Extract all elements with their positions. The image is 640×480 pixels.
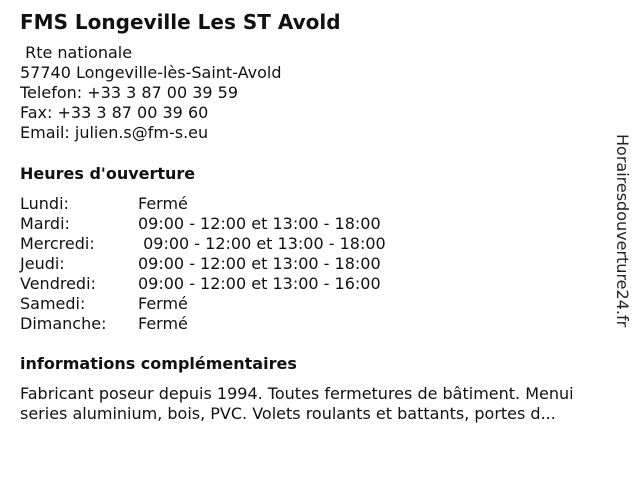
day-hours: 09:00 - 12:00 et 13:00 - 18:00 xyxy=(138,254,381,273)
day-label: Samedi: xyxy=(20,294,86,313)
hours-row-mercredi xyxy=(20,234,386,254)
day-hours: 09:00 - 12:00 et 13:00 - 16:00 xyxy=(138,274,381,293)
day-label: Mardi: xyxy=(20,214,70,233)
site-watermark: Horairesdouverture24.fr xyxy=(613,134,632,328)
hours-row-jeudi xyxy=(20,254,386,274)
day-label: Dimanche: xyxy=(20,314,107,333)
hours-row-vendredi xyxy=(20,274,386,294)
info-line-1: Fabricant poseur depuis 1994. Toutes fermetures de bâtiment. Menui xyxy=(20,384,574,403)
info-line-2: series aluminium, bois, PVC. Volets roulants et battants, portes d... xyxy=(20,404,556,423)
fax-number: Fax: +33 3 87 00 39 60 xyxy=(20,103,209,122)
info-heading: informations complémentaires xyxy=(20,354,297,373)
email-address[interactable]: Email: julien.s@fm-s.eu xyxy=(20,123,209,142)
hours-row-mardi xyxy=(20,214,386,234)
day-hours: Fermé xyxy=(138,314,188,333)
day-label: Jeudi: xyxy=(20,254,65,273)
opening-hours-table xyxy=(20,194,386,334)
address-city: 57740 Longeville-lès-Saint-Avold xyxy=(20,63,282,82)
address-street: Rte nationale xyxy=(20,43,133,62)
hours-row-dimanche xyxy=(20,314,386,334)
day-label: Lundi: xyxy=(20,194,69,213)
business-name: FMS Longeville Les ST Avold xyxy=(20,10,341,34)
day-label: Vendredi: xyxy=(20,274,96,293)
hours-row-lundi xyxy=(20,194,386,214)
hours-row-samedi xyxy=(20,294,386,314)
phone-number[interactable]: Telefon: +33 3 87 00 39 59 xyxy=(20,83,239,102)
info-description xyxy=(20,384,624,424)
day-label: Mercredi: xyxy=(20,234,95,253)
hours-heading: Heures d'ouverture xyxy=(20,164,196,183)
day-hours: 09:00 - 12:00 et 13:00 - 18:00 xyxy=(138,234,386,253)
day-hours: Fermé xyxy=(138,294,188,313)
contact-block xyxy=(20,43,281,143)
day-hours: 09:00 - 12:00 et 13:00 - 18:00 xyxy=(138,214,381,233)
day-hours: Fermé xyxy=(138,194,188,213)
